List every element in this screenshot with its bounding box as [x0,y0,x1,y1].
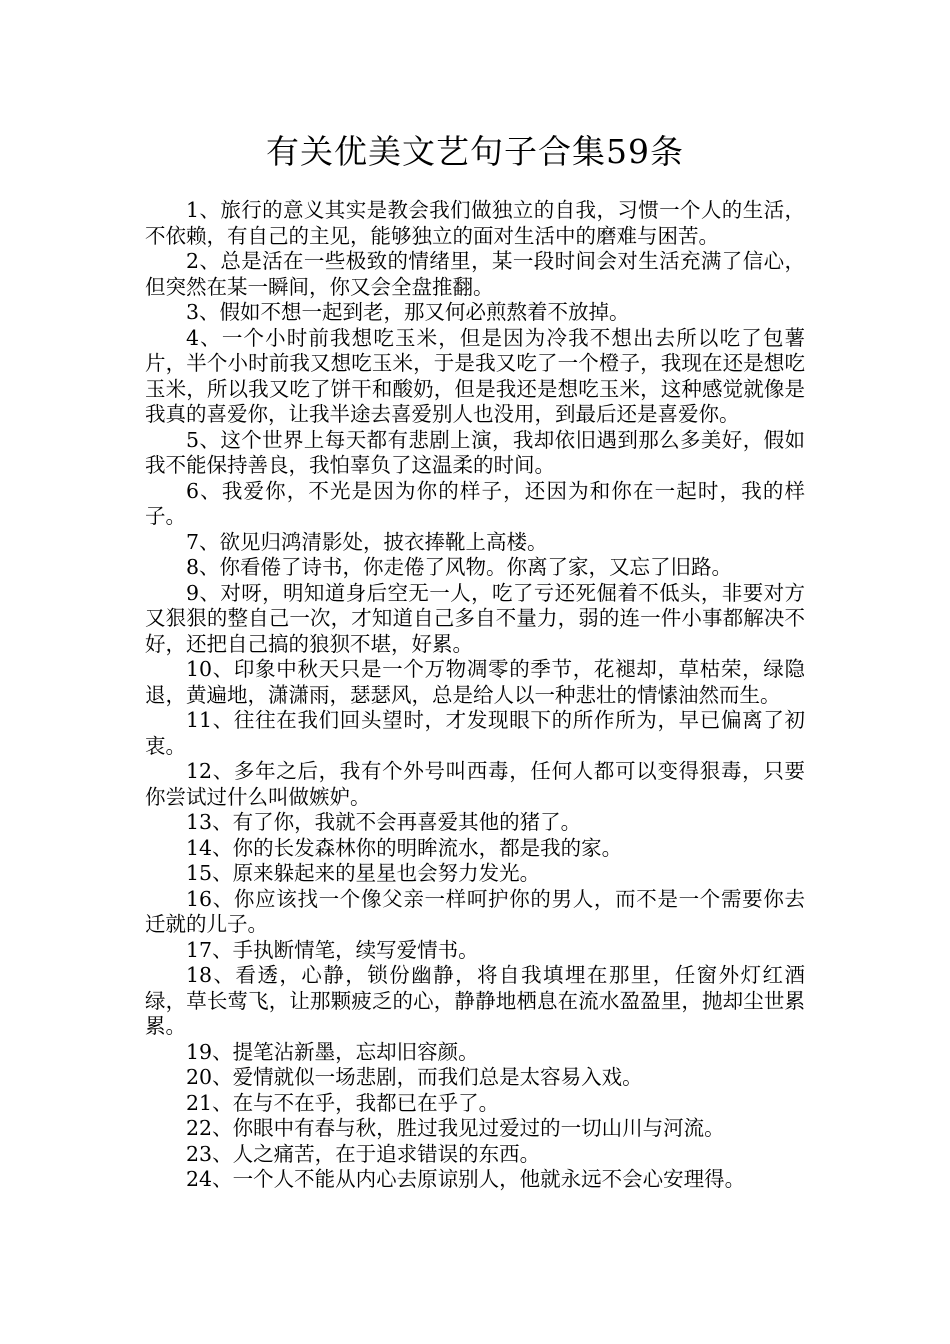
paragraph-14: 14、你的长发森林你的明眸流水，都是我的家。 [186,835,623,860]
paragraph-22: 22、你眼中有春与秋，胜过我见过爱过的一切山川与河流。 [186,1116,725,1140]
paragraph-1: 1、旅行的意义其实是教会我们做独立的自我，习惯一个人的生活，不依赖，有自己的主见，能够独立的面对生活中的磨难与困苦。 [145,198,805,248]
paragraph-10: 10、印象中秋天只是一个万物凋零的季节，花褪却，草枯荣，绿隐退，黄遍地，潇潇雨，瑟瑟风，总是给人以一种悲壮的情愫油然而生。 [145,657,805,707]
paragraph-17: 17、手执断情笔，续写爱情书。 [186,937,479,962]
paragraph-7: 7、欲见归鸿清影处，披衣捧靴上高楼。 [186,529,548,554]
paragraph-9: 9、对呀，明知道身后空无一人，吃了亏还死倔着不低头，非要对方又狠狠的整自己一次，才知道自己多自不量力，弱的连一件小事都解决不好，还把自己搞的狼狈不堪，好累。 [145,580,805,656]
paragraph-6: 6、我爱你，不光是因为你的样子，还因为和你在一起时，我的样子。 [145,478,805,528]
paragraph-13: 13、有了你，我就不会再喜爱其他的猪了。 [186,810,582,834]
paragraph-11: 11、往往在我们回头望时，才发现眼下的所作所为，早已偏离了初衷。 [145,708,805,758]
paragraph-3: 3、假如不想一起到老，那又何必煎熬着不放掉。 [186,300,630,324]
paragraph-12: 12、多年之后，我有个外号叫西毒，任何人都可以变得狠毒，只要你尝试过什么叫做嫉妒。 [145,759,805,809]
paragraph-20: 20、爱情就似一场悲剧，而我们总是太容易入戏。 [186,1065,643,1089]
paragraph-4: 4、一个小时前我想吃玉米，但是因为冷我不想出去所以吃了包薯片，半个小时前我又想吃玉米，于是我又吃了一个橙子，我现在还是想吃玉米，所以我又吃了饼干和酸奶，但是我还是想吃玉米，这种感觉就像是我真的喜爱你，让我半途去喜爱别人也没用，到最后还是喜爱你。 [145,325,805,426]
paragraph-5: 5、这个世界上每天都有悲剧上演，我却依旧遇到那么多美好，假如我不能保持善良，我怕辜负了这温柔的时间。 [145,427,805,477]
paragraph-15: 15、原来躲起来的星星也会努力发光。 [186,861,541,885]
paragraph-2: 2、总是活在一些极致的情绪里，某一段时间会对生活充满了信心，但突然在某一瞬间，你又会全盘推翻。 [145,249,805,299]
paragraph-16: 16、你应该找一个像父亲一样呵护你的男人，而不是一个需要你去迁就的儿子。 [145,886,805,936]
paragraph-18: 18、看透，心静，锁份幽静，将自我填埋在那里，任窗外灯红酒绿，草长莺飞，让那颗疲乏的心，静静地栖息在流水盈盈里，抛却尘世累累。 [145,963,805,1038]
paragraph-8: 8、你看倦了诗书，你走倦了风物。你离了家，又忘了旧路。 [186,555,733,579]
document-body [145,198,805,1193]
paragraph-19: 19、提笔沾新墨，忘却旧容颜。 [186,1039,479,1064]
paragraph-24: 24、一个人不能从内心去原谅别人，他就永远不会心安理得。 [186,1167,746,1191]
paragraph-21: 21、在与不在乎，我都已在乎了。 [186,1090,500,1115]
document-title: 有关优美文艺句子合集59条 [266,132,684,171]
paragraph-23: 23、人之痛苦，在于追求错误的东西。 [186,1141,541,1166]
